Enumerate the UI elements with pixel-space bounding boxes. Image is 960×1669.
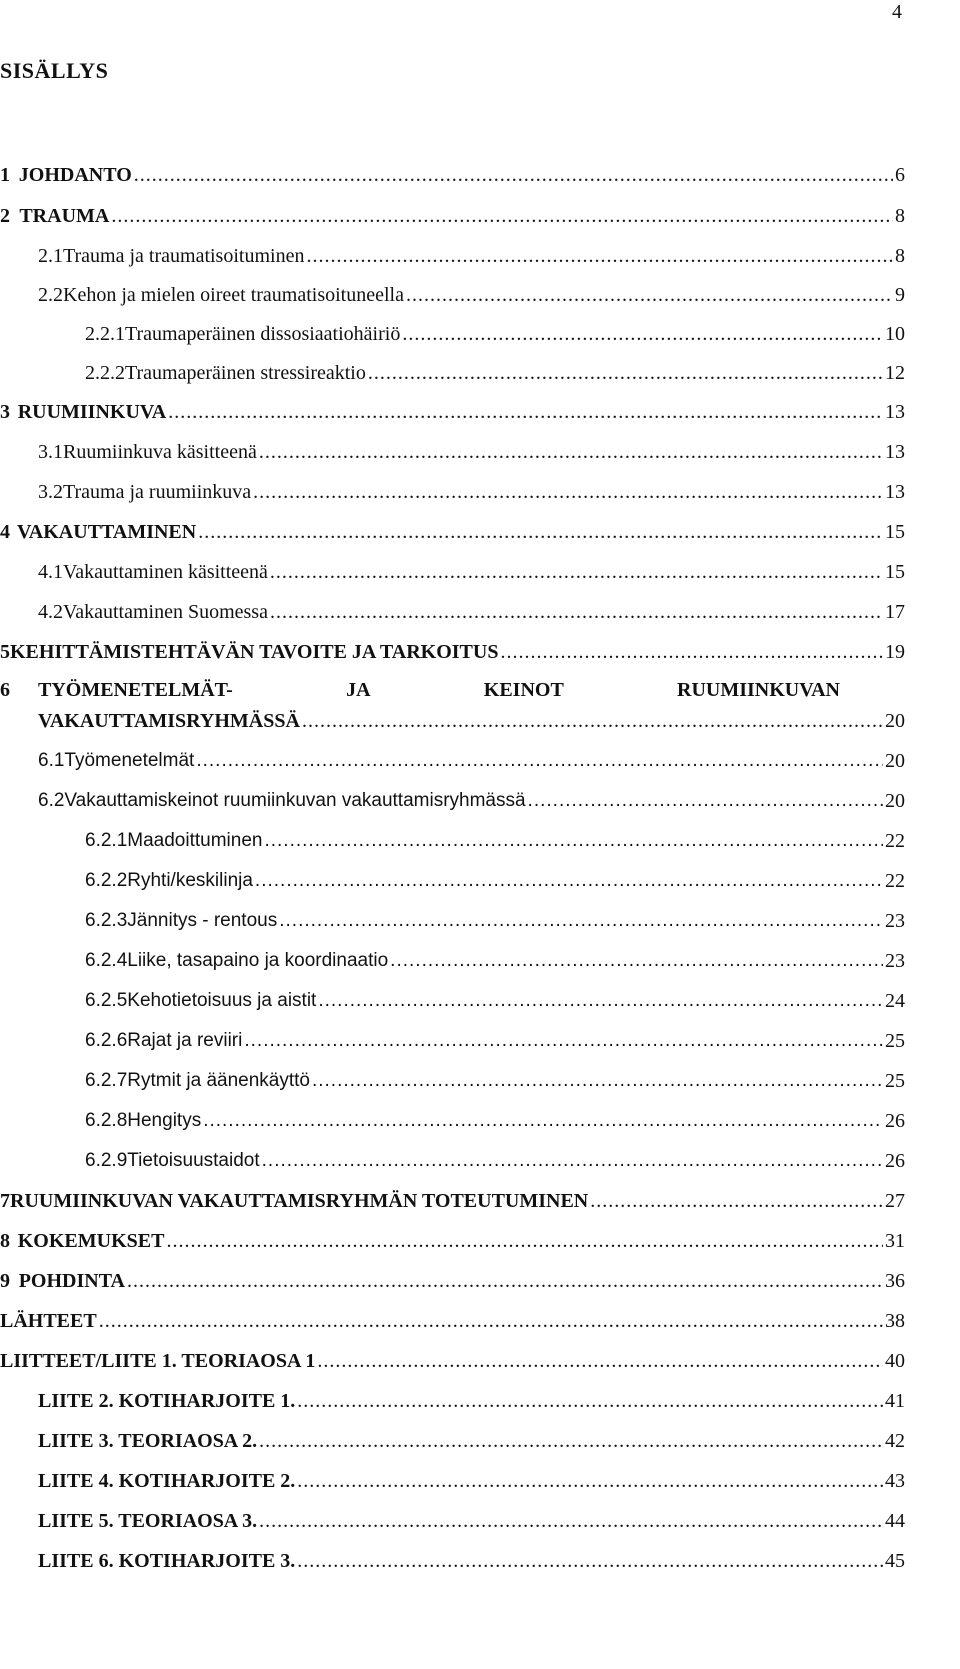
toc-entry-number: 5 (0, 641, 10, 663)
dot-leader (402, 321, 883, 347)
toc-entry-lahteet[interactable] (0, 1306, 905, 1334)
toc-entry-liite-4[interactable] (0, 1466, 905, 1494)
dot-leader (528, 788, 883, 814)
toc-entry-page: 22 (885, 870, 905, 892)
toc-entry-number: 2.1 (38, 245, 63, 267)
toc-entry-page: 15 (885, 561, 905, 583)
toc-entry-6-1[interactable] (0, 746, 905, 774)
toc-entry-number: 6.2.3 (85, 910, 128, 931)
dot-leader (306, 243, 893, 269)
toc-entry-title: JOHDANTO (18, 164, 132, 186)
toc-entry-6-line-2[interactable] (0, 706, 905, 734)
toc-entry-2-2[interactable] (0, 280, 905, 308)
toc-heading: SISÄLLYS (0, 58, 109, 83)
toc-entry-6-2-2[interactable] (0, 866, 905, 894)
toc-entry-title: Jännitys - rentous (127, 910, 278, 931)
dot-leader (270, 599, 883, 625)
toc-entry-number: 6.2.1 (85, 830, 128, 851)
toc-entry-page: 45 (885, 1550, 905, 1572)
toc-entry-number: 3 (0, 401, 10, 423)
dot-leader (166, 1228, 883, 1254)
toc-entry-4-1[interactable] (0, 557, 905, 585)
dot-leader (406, 282, 893, 308)
dot-leader (270, 559, 883, 585)
toc-entry-title: LÄHTEET (0, 1310, 97, 1332)
dot-leader (259, 439, 883, 465)
toc-entry-2[interactable] (0, 201, 905, 229)
dot-leader (127, 1268, 883, 1294)
toc-entry-title: Ryhti/keskilinja (127, 870, 253, 891)
toc-entry-title: Kehotietoisuus ja aistit (127, 990, 317, 1011)
dot-leader (203, 1108, 883, 1134)
toc-entry-page: 25 (885, 1070, 905, 1092)
toc-entry-title-word: RUUMIINKUVAN (677, 679, 840, 701)
toc-entry-page: 23 (885, 910, 905, 932)
toc-entry-number: 6.2.7 (85, 1070, 128, 1091)
toc-entry-7[interactable] (0, 1186, 905, 1214)
toc-entry-title-word: TYÖMENETELMÄT- (38, 679, 233, 701)
toc-entry-page: 31 (885, 1230, 905, 1252)
toc-entry-number: 6.2.5 (85, 990, 128, 1011)
toc-entry-title: RUUMIINKUVA (17, 401, 167, 423)
toc-entry-page: 19 (885, 641, 905, 663)
dot-leader (264, 828, 883, 854)
toc-entry-number: 9 (0, 1270, 10, 1292)
toc-entry-number: 2 (0, 205, 10, 227)
toc-entry-title: VAKAUTTAMINEN (16, 521, 197, 543)
toc-entry-page: 17 (885, 601, 905, 623)
dot-leader (390, 948, 883, 974)
dot-leader (297, 1548, 883, 1574)
toc-entry-title: Hengitys (127, 1110, 202, 1131)
toc-entry-title: Traumaperäinen dissosiaatiohäiriö (125, 323, 401, 345)
toc-entry-page: 24 (885, 990, 905, 1012)
toc-entry-page: 41 (885, 1390, 905, 1412)
toc-entry-liite-5[interactable] (0, 1506, 905, 1534)
toc-entry-title-word: JA (346, 679, 371, 701)
toc-entry-title: TRAUMA (19, 205, 110, 227)
dot-leader (259, 1508, 883, 1534)
page-number: 4 (892, 1, 902, 23)
toc-entry-number: 6.2.8 (85, 1110, 128, 1131)
toc-entry-page: 23 (885, 950, 905, 972)
toc-entry-title: RUUMIINKUVAN VAKAUTTAMISRYHMÄN TOTEUTUMINEN (10, 1190, 589, 1212)
dot-leader (99, 1308, 883, 1334)
toc-entry-page: 12 (885, 362, 905, 384)
toc-entry-6-2[interactable] (0, 786, 905, 814)
toc-entry-title: LIITE 3. TEORIAOSA 2. (38, 1430, 258, 1452)
toc-entry-title: Trauma ja ruumiinkuva (63, 481, 252, 503)
dot-leader (111, 203, 893, 229)
toc-entry-number: 6.2 (38, 790, 65, 811)
toc-entry-title: LIITE 5. TEORIAOSA 3. (38, 1510, 258, 1532)
dot-leader (590, 1188, 883, 1214)
dot-leader (297, 1388, 883, 1414)
toc-entry-number: 6.2.4 (85, 950, 128, 971)
toc-entry-8[interactable] (0, 1226, 905, 1254)
toc-entry-6-2-9[interactable] (0, 1146, 905, 1174)
toc-entry-6-2-3[interactable] (0, 906, 905, 934)
toc-entry-page: 22 (885, 830, 905, 852)
toc-entry-number: 6 (0, 679, 10, 701)
toc-entry-title: Maadoittuminen (127, 830, 263, 851)
toc-entry-page: 38 (885, 1310, 905, 1332)
dot-leader (312, 1068, 883, 1094)
toc-entry-number: 6.2.6 (85, 1030, 128, 1051)
toc-entry-3[interactable] (0, 397, 905, 425)
toc-entry-page: 36 (885, 1270, 905, 1292)
toc-entry-title: Vakauttaminen käsitteenä (63, 561, 268, 583)
toc-entry-page: 13 (885, 401, 905, 423)
toc-entry-2-2-2[interactable] (0, 358, 905, 386)
dot-leader (168, 399, 883, 425)
toc-entry-title: Liike, tasapaino ja koordinaatio (127, 950, 389, 971)
toc-entry-title: KEHITTÄMISTEHTÄVÄN TAVOITE JA TARKOITUS (10, 641, 499, 663)
toc-entry-number: 6.2.9 (85, 1150, 128, 1171)
dot-leader (196, 748, 883, 774)
toc-entry-title: Traumaperäinen stressireaktio (125, 362, 366, 384)
toc-entry-1[interactable] (0, 160, 905, 188)
toc-entry-title: KOKEMUKSET (17, 1230, 165, 1252)
dot-leader (368, 360, 883, 386)
toc-entry-page: 20 (885, 750, 905, 772)
dot-leader (255, 868, 883, 894)
toc-entry-page: 20 (885, 790, 905, 812)
toc-entry-number: 8 (0, 1230, 10, 1252)
toc-entry-number: 3.2 (38, 481, 63, 503)
toc-entry-number: 4.1 (38, 561, 63, 583)
dot-leader (500, 639, 883, 665)
dot-leader (318, 988, 883, 1014)
dot-leader (262, 1148, 883, 1174)
toc-entry-page: 20 (885, 710, 905, 732)
toc-entry-liite-2[interactable] (0, 1386, 905, 1414)
toc-entry-title-word: KEINOT (483, 679, 564, 701)
dot-leader (317, 1348, 883, 1374)
toc-entry-title: Kehon ja mielen oireet traumatisoituneella (63, 284, 404, 306)
dot-leader (297, 1468, 883, 1494)
toc-entry-page: 42 (885, 1430, 905, 1452)
toc-entry-6-2-7[interactable] (0, 1066, 905, 1094)
toc-entry-page: 27 (885, 1190, 905, 1212)
toc-entry-page: 9 (895, 284, 905, 306)
toc-entry-page: 26 (885, 1150, 905, 1172)
toc-entry-page: 13 (885, 441, 905, 463)
toc-entry-title: VAKAUTTAMISRYHMÄSSÄ (38, 710, 300, 732)
toc-entry-3-2[interactable] (0, 477, 905, 505)
toc-entry-title: Trauma ja traumatisoituminen (63, 245, 305, 267)
toc-entry-3-1[interactable] (0, 437, 905, 465)
toc-entry-title: Työmenetelmät (64, 750, 195, 771)
toc-entry-5[interactable] (0, 637, 905, 665)
toc-entry-number: 2.2 (38, 284, 63, 306)
toc-entry-title: LIITTEET/LIITE 1. TEORIAOSA 1 (0, 1350, 316, 1372)
toc-entry-liite-3[interactable] (0, 1426, 905, 1454)
dot-leader (198, 519, 883, 545)
toc-entry-number: 2.2.1 (85, 323, 125, 345)
toc-entry-title: POHDINTA (18, 1270, 126, 1292)
toc-entry-liite-1[interactable] (0, 1346, 905, 1374)
toc-entry-title: Tietoisuustaidot (127, 1150, 260, 1171)
toc-entry-6-line-1[interactable] (0, 677, 905, 705)
toc-entry-title: Rytmit ja äänenkäyttö (127, 1070, 310, 1091)
toc-entry-number: 7 (0, 1190, 10, 1212)
toc-entry-6-2-6[interactable] (0, 1026, 905, 1054)
toc-entry-page: 8 (895, 205, 905, 227)
dot-leader (302, 708, 883, 734)
toc-entry-page: 10 (885, 323, 905, 345)
toc-entry-6-2-8[interactable] (0, 1106, 905, 1134)
toc-entry-title: Rajat ja reviiri (127, 1030, 243, 1051)
dot-leader (253, 479, 883, 505)
toc-entry-number: 6.1 (38, 750, 65, 771)
toc-entry-title: Ruumiinkuva käsitteenä (63, 441, 257, 463)
toc-entry-2-2-1[interactable] (0, 319, 905, 347)
toc-entry-number: 4.2 (38, 601, 63, 623)
toc-entry-4-2[interactable] (0, 597, 905, 625)
toc-entry-liite-6[interactable] (0, 1546, 905, 1574)
toc-entry-title: LIITE 2. KOTIHARJOITE 1. (38, 1390, 296, 1412)
toc-entry-6-2-1[interactable] (0, 826, 905, 854)
toc-entry-9[interactable] (0, 1266, 905, 1294)
toc-entry-number: 2.2.2 (85, 362, 125, 384)
toc-entry-title: Vakauttaminen Suomessa (63, 601, 268, 623)
dot-leader (244, 1028, 883, 1054)
toc-entry-number: 6.2.2 (85, 870, 128, 891)
toc-entry-page: 13 (885, 481, 905, 503)
toc-entry-page: 15 (885, 521, 905, 543)
toc-entry-number: 3.1 (38, 441, 63, 463)
toc-entry-number: 4 (0, 521, 10, 543)
toc-entry-page: 43 (885, 1470, 905, 1492)
toc-entry-page: 25 (885, 1030, 905, 1052)
toc-entry-4[interactable] (0, 517, 905, 545)
toc-entry-page: 6 (895, 164, 905, 186)
toc-entry-6-2-4[interactable] (0, 946, 905, 974)
toc-entry-2-1[interactable] (0, 241, 905, 269)
dot-leader (259, 1428, 883, 1454)
toc-entry-6-2-5[interactable] (0, 986, 905, 1014)
toc-entry-page: 8 (895, 245, 905, 267)
dot-leader (279, 908, 883, 934)
toc-entry-number: 1 (0, 164, 10, 186)
toc-entry-page: 40 (885, 1350, 905, 1372)
toc-entry-title: LIITE 6. KOTIHARJOITE 3. (38, 1550, 296, 1572)
toc-entry-page: 44 (885, 1510, 905, 1532)
dot-leader (134, 162, 893, 188)
toc-entry-page: 26 (885, 1110, 905, 1132)
toc-entry-title: LIITE 4. KOTIHARJOITE 2. (38, 1470, 296, 1492)
toc-entry-title: Vakauttamiskeinot ruumiinkuvan vakauttamisryhmässä (64, 790, 526, 811)
